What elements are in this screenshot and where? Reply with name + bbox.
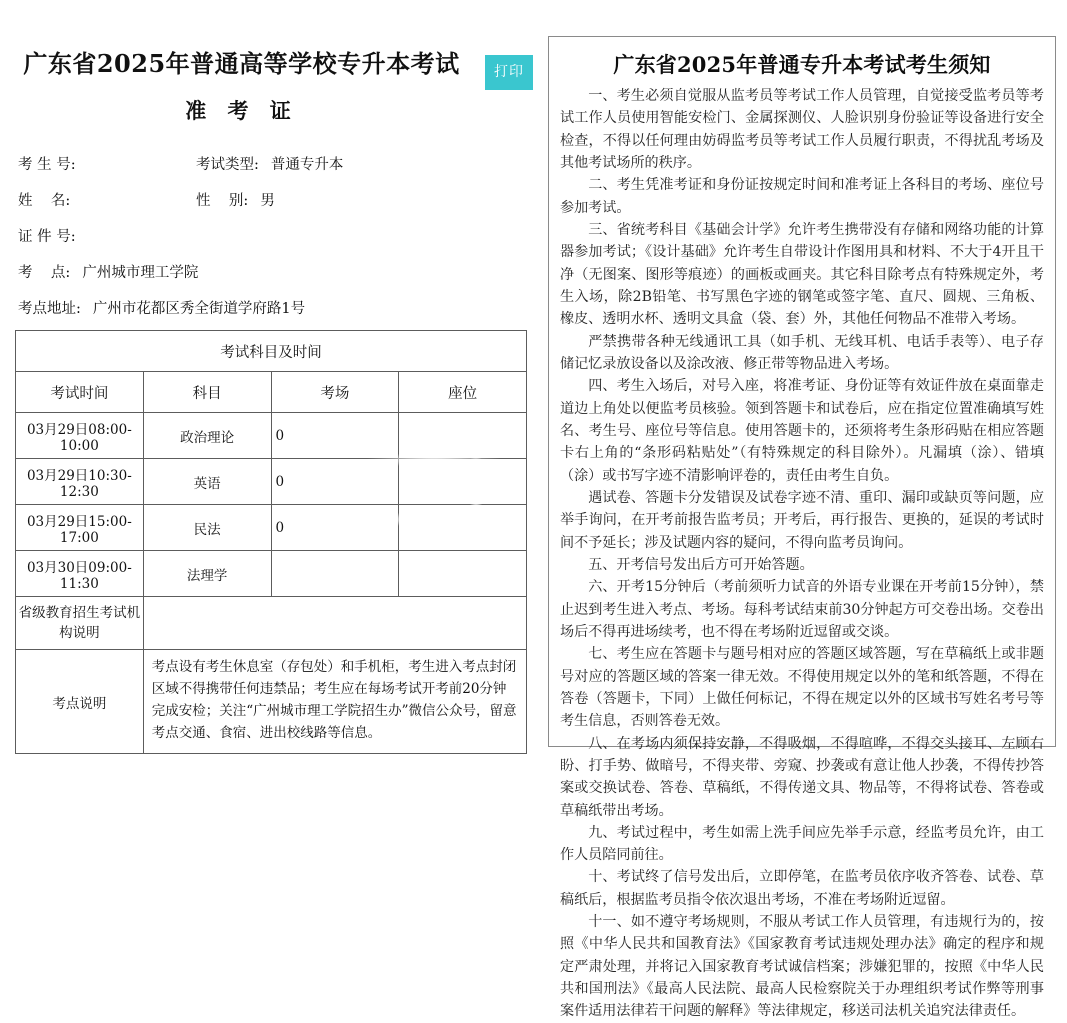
cell-exam-time: 03月29日08:00-10:00 <box>16 413 144 459</box>
ticket-title-sub: 准 考 证 <box>185 98 298 123</box>
note-text-provincial <box>143 597 526 650</box>
note-row-provincial <box>16 597 527 650</box>
column-header-subject: 科目 <box>143 372 271 413</box>
cell-exam-time: 03月29日10:30-12:30 <box>16 459 144 505</box>
field-row <box>18 297 545 333</box>
notice-paragraph: 五、开考信号发出后方可开始答题。 <box>588 556 814 573</box>
field-exam-site <box>18 261 198 282</box>
field-label: 证 件 号: <box>18 229 76 245</box>
field-row <box>18 153 545 189</box>
field-name <box>18 189 196 210</box>
field-value: 广州市花都区秀全街道学府路1号 <box>92 301 306 317</box>
print-button[interactable]: 打印 <box>485 55 533 90</box>
notice-paragraph: 严禁携带各种无线通讯工具（如手机、无线耳机、电话手表等）、电子存储记忆录放设备以及涂改液、修正带等物品进入考场。 <box>560 333 1044 372</box>
cell-seat <box>399 459 527 505</box>
notice-paragraph: 六、开考15分钟后（考前须听力试音的外语专业课在开考前15分钟），禁止迟到考生进入考点、考场。每科考试结束前30分钟起方可交卷出场。交卷出场后不得再进场续考，也不得在考场附近逗留或交谈。 <box>560 579 1044 640</box>
column-header-time: 考试时间 <box>16 372 144 413</box>
field-value: 男 <box>260 193 275 209</box>
field-label: 考试类型: <box>196 157 259 173</box>
cell-seat <box>399 505 527 551</box>
admission-ticket-panel <box>0 0 545 800</box>
notice-paragraph: 二、考生凭准考证和身份证按规定时间和准考证上各科目的考场、座位号参加考试。 <box>560 177 1044 216</box>
field-row <box>18 225 545 261</box>
field-row <box>18 261 545 297</box>
column-header-room: 考场 <box>271 372 399 413</box>
candidate-notice-panel <box>548 36 1056 1020</box>
notice-paragraph: 一、考生必须自觉服从监考员等考试工作人员管理，自觉接受监考员等考试工作人员使用智能安检门、金属探测仪、人脸识别身份验证等设备进行安全检查，不得以任何理由妨碍监考员等考试工作人员履行职责，不得扰乱考场及其他考试场所的秩序。 <box>560 88 1044 171</box>
field-label: 姓 名: <box>18 193 71 209</box>
candidate-fields <box>0 153 545 333</box>
table-row <box>16 413 527 459</box>
cell-subject: 英语 <box>143 459 271 505</box>
field-label: 性 别: <box>196 193 249 209</box>
field-exam-number <box>18 153 196 174</box>
cell-room: 0 <box>271 413 399 459</box>
notice-title: 广东省2025年普通专升本考试考生须知 <box>613 52 991 77</box>
table-header-row <box>16 372 527 413</box>
field-value: 普通专升本 <box>270 157 344 173</box>
notice-paragraph: 十一、如不遵守考场规则，不服从考试工作人员管理，有违规行为的，按照《中华人民共和国教育法》《国家教育考试违规处理办法》确定的程序和规定严肃处理，并将记入国家教育考试诚信档案；涉嫌犯罪的，按照《中华人民共和国刑法》《最高人民法院、最高人民检察院关于办理组织考试作弊等刑事案件适用法律若干问题的解释》等法律规定，移送司法机关追究法律责任。 <box>560 914 1044 1020</box>
cell-subject: 民法 <box>143 505 271 551</box>
field-exam-site-address <box>18 297 305 318</box>
schedule-caption: 考试科目及时间 <box>16 331 527 372</box>
field-exam-type <box>196 153 343 174</box>
table-row <box>16 551 527 597</box>
notice-paragraph: 三、省统考科目《基础会计学》允许考生携带没有存储和网络功能的计算器参加考试；《设计基础》允许考生自带设计作图用具和材料、不大于4开且干净（无图案、图形等痕迹）的画板或画夹。其它科目除考点有特殊规定外，考生入场，除2B铅笔、书写黑色字迹的钢笔或签字笔、直尺、圆规、三角板、橡皮、透明水杯、透明文具盒（袋、套）外，其他任何物品不准带入考场。 <box>560 221 1044 328</box>
notice-paragraph: 遇试卷、答题卡分发错误及试卷字迹不清、重印、漏印或缺页等问题，应举手询问，在开考前报告监考员；开考后，再行报告、更换的，延误的考试时间不予延长；涉及试题内容的疑问，不得向监考员询问。 <box>560 489 1044 551</box>
field-label: 考点地址: <box>18 301 81 317</box>
field-label: 考 点: <box>18 265 71 281</box>
note-label-site: 考点说明 <box>16 650 144 754</box>
field-id-number <box>18 225 196 246</box>
cell-subject: 法理学 <box>143 551 271 597</box>
note-label-provincial: 省级教育招生考试机构说明 <box>16 597 144 650</box>
notice-paragraph: 十、考试终了信号发出后，立即停笔，在监考员依序收齐答卷、试卷、草稿纸后，根据监考员指令依次退出考场，不准在考场附近逗留。 <box>560 869 1044 908</box>
ticket-header <box>0 0 545 125</box>
exam-schedule-table <box>15 330 527 754</box>
cell-room: 0 <box>271 505 399 551</box>
cell-exam-time: 03月30日09:00-11:30 <box>16 551 144 597</box>
field-label: 考 生 号: <box>18 157 76 173</box>
cell-subject: 政治理论 <box>143 413 271 459</box>
cell-room: 0 <box>271 459 399 505</box>
table-row <box>16 459 527 505</box>
column-header-seat: 座位 <box>399 372 527 413</box>
notice-paragraph: 八、在考场内须保持安静，不得吸烟，不得喧哗，不得交头接耳、左顾右盼、打手势、做暗号，不得夹带、旁窥、抄袭或有意让他人抄袭，不得传抄答案或交换试卷、答卷、草稿纸，不得传递文具、物品等，不得将试卷、答卷或草稿纸带出考场。 <box>560 735 1044 819</box>
field-gender <box>196 189 275 210</box>
note-text-site: 考点设有考生休息室（存包处）和手机柜，考生进入考点封闭区域不得携带任何违禁品；考生应在每场考试开考前20分钟完成安检；关注“广州城市理工学院招生办”微信公众号，留意考点交通、食宿、进出校线路等信息。 <box>143 650 526 754</box>
cell-exam-time: 03月29日15:00-17:00 <box>16 505 144 551</box>
field-value: 广州城市理工学院 <box>82 265 199 281</box>
ticket-title-main: 广东省2025年普通高等学校专升本考试 <box>23 49 460 78</box>
cell-room <box>271 551 399 597</box>
notice-paragraph: 九、考试过程中，考生如需上洗手间应先举手示意，经监考员允许，由工作人员陪同前往。 <box>560 824 1044 864</box>
notice-paragraph: 四、考生入场后，对号入座，将准考证、身份证等有效证件放在桌面靠走道边上角处以便监考员核验。领到答题卡和试卷后，应在指定位置准确填写姓名、考生号、座位号等信息。使用答题卡的，还须将考生条形码贴在相应答题卡右上角的“条形码粘贴处”（有特殊规定的科目除外）。凡漏填（涂）、错填（涂）或书写字迹不清影响评卷的，责任由考生自负。 <box>560 378 1044 484</box>
cell-seat <box>399 413 527 459</box>
cell-seat <box>399 551 527 597</box>
note-row-site <box>16 650 527 754</box>
notice-paragraph: 七、考生应在答题卡与题号相对应的答题区域答题，写在草稿纸上或非题号对应的答题区域的答案一律无效。不得使用规定以外的笔和纸答题，不得在答卷（答题卡，下同）上做任何标记，不得在规定以外的区域书写姓名考号等考生信息，否则答卷无效。 <box>560 646 1044 730</box>
table-caption-row <box>16 331 527 372</box>
field-row <box>18 189 545 225</box>
table-row <box>16 505 527 551</box>
